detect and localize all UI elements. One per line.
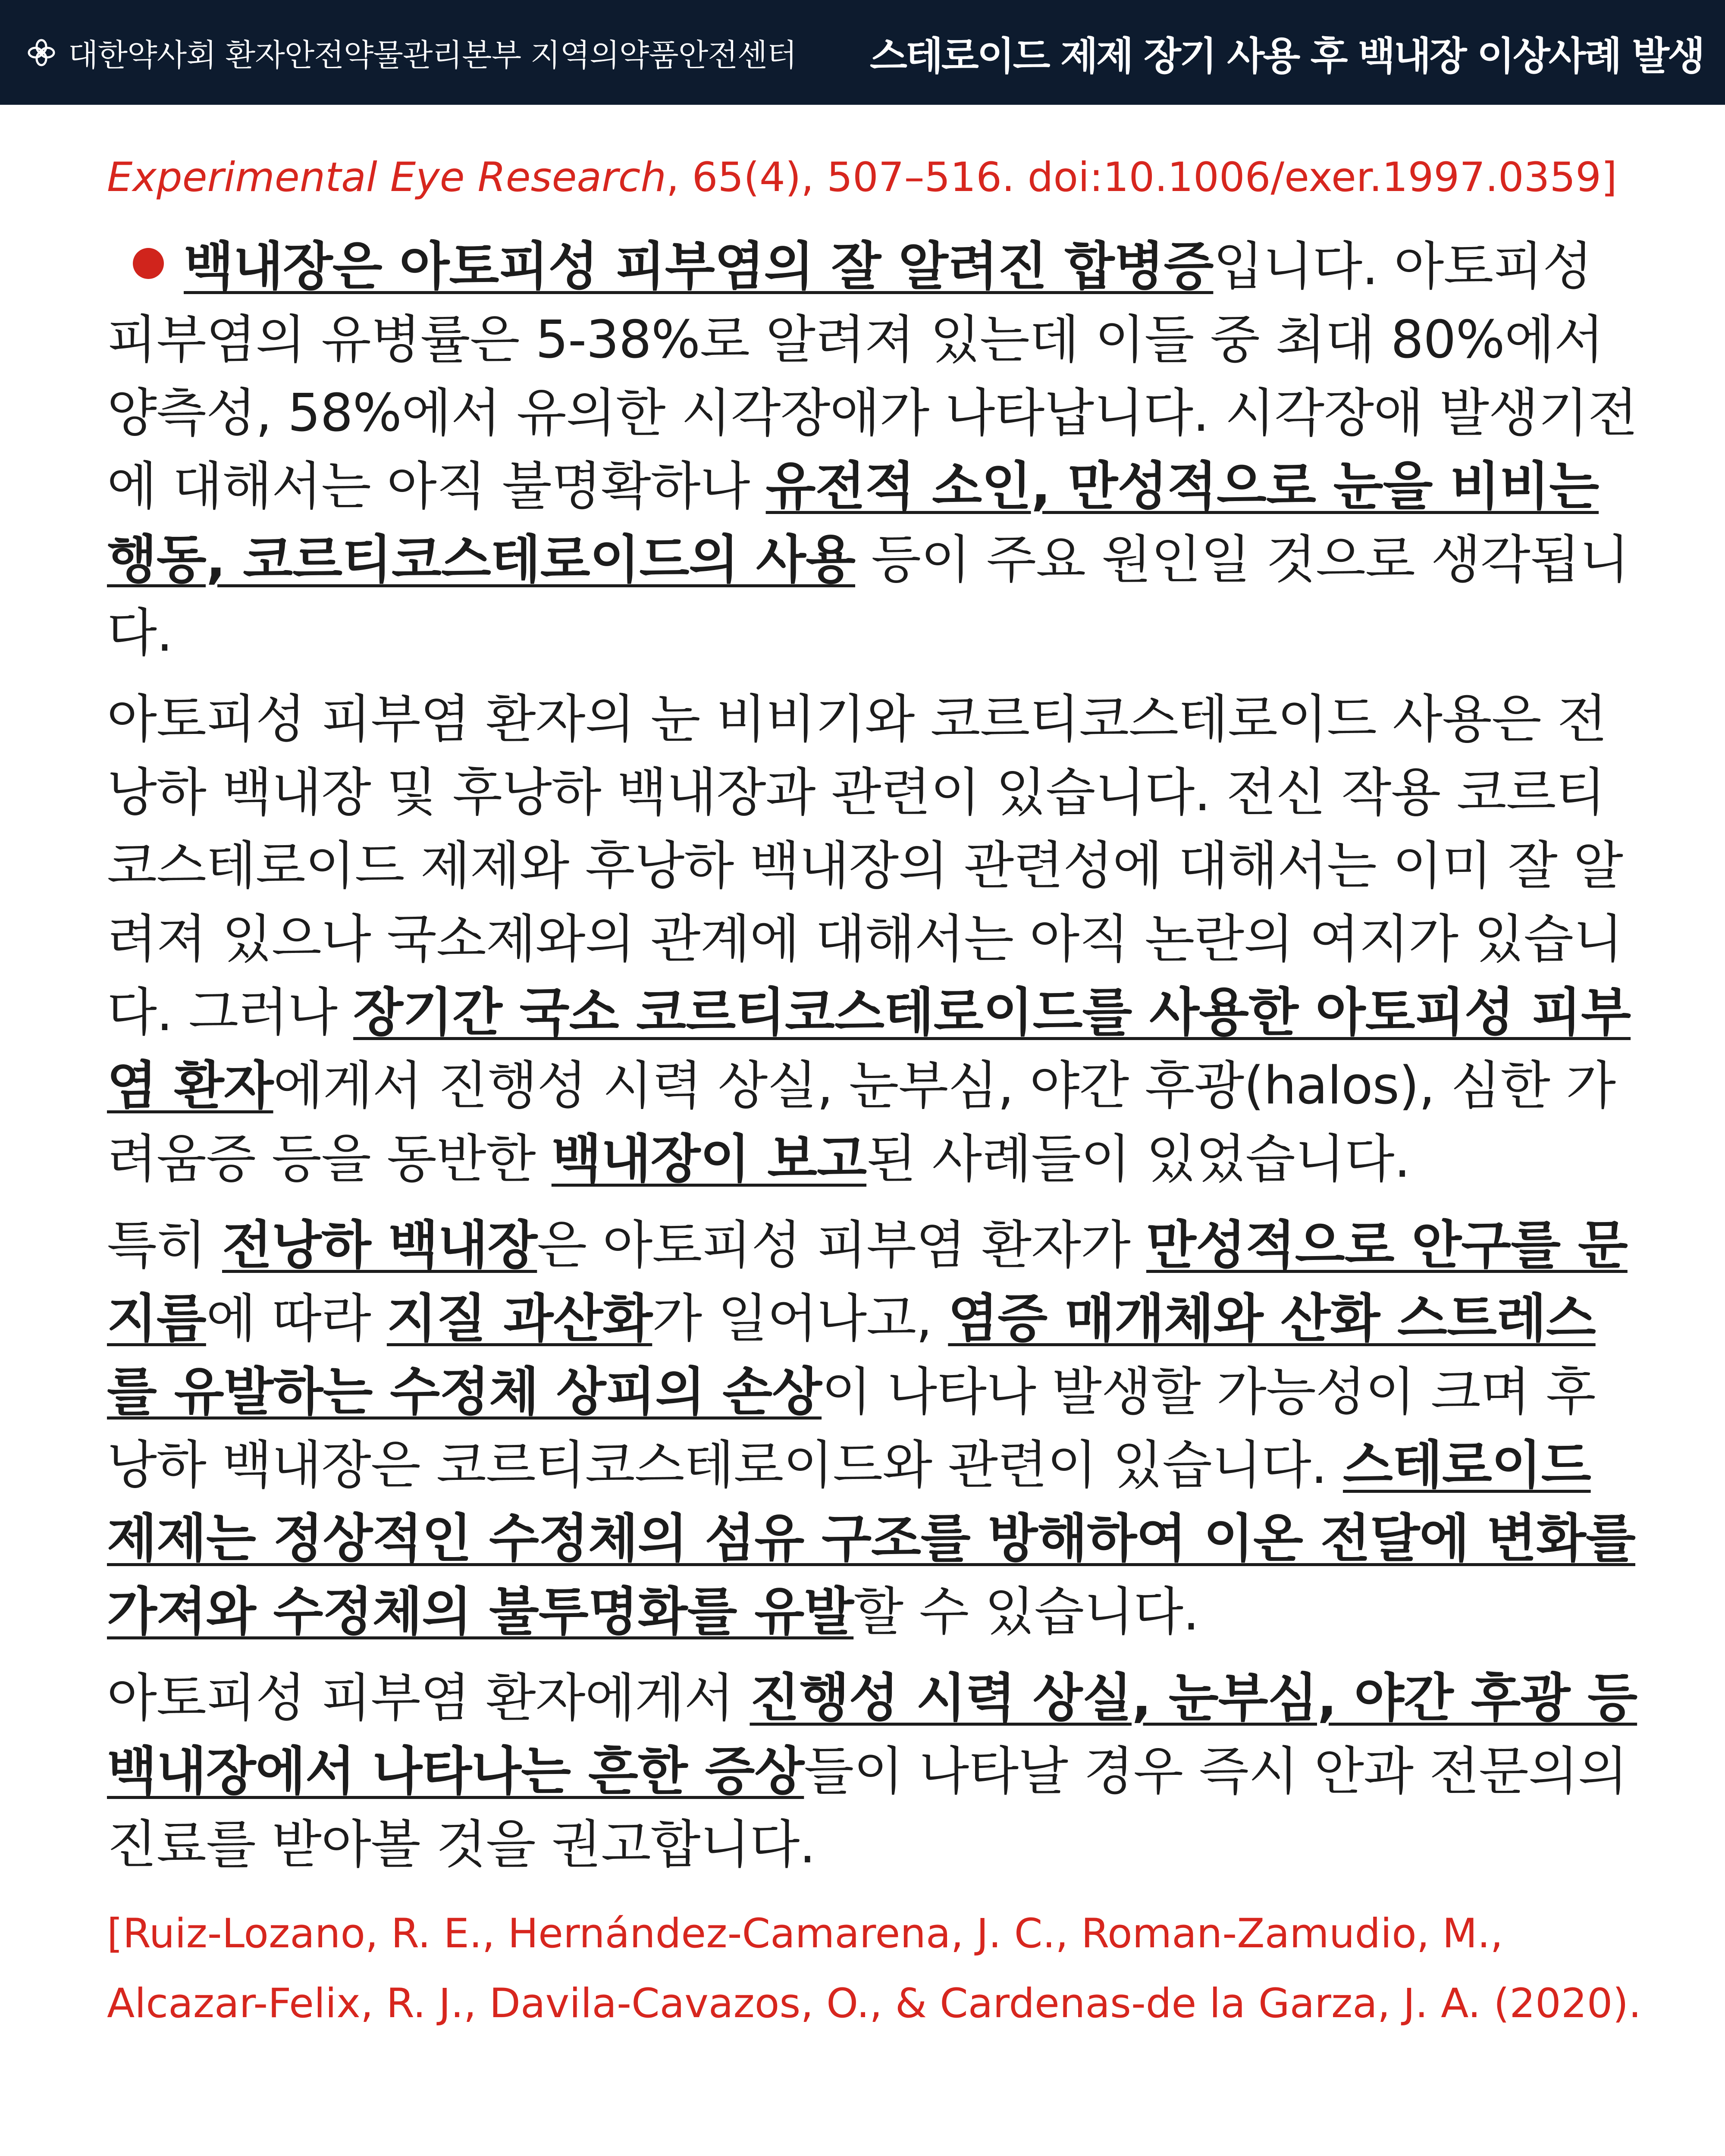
bullet-icon — [133, 248, 164, 279]
header-bar — [0, 0, 1725, 105]
body-text: 아토피성 피부염 환자에게서 — [107, 1668, 750, 1728]
body-text: 등이 주요 원인일 것으로 생각됩니다. — [107, 530, 1629, 663]
bottom-reference — [107, 1899, 1642, 2039]
highlight-text: 유전적 소인, 만성적으로 눈을 비비는 행동, 코르티코스테로이드의 사용 — [107, 457, 1599, 590]
paragraph-4 — [107, 1662, 1642, 1882]
article-body — [107, 142, 1642, 2039]
body-text: 이 나타나 발생할 가능성이 크며 후낭하 백내장은 코르티코스테로이드와 관련이 있습니다. — [107, 1362, 1596, 1495]
body-text: 가 일어나고, — [652, 1289, 948, 1349]
organization-name: 대한약사회 환자안전약물관리본부 지역의약품안전센터 — [68, 37, 797, 73]
reference-details: , 65(4), 507–516. doi:10.1006/exer.1997.0359] — [666, 154, 1617, 201]
highlight-text: 지질 과산화 — [386, 1289, 652, 1349]
body-text: 된 사례들이 있었습니다. — [866, 1129, 1410, 1189]
body-text: 은 아토피성 피부염 환자가 — [537, 1216, 1146, 1275]
body-text: 아토피성 피부염 환자의 눈 비비기와 코르티코스테로이드 사용은 전낭하 백내장 및 후낭하 백내장과 관련이 있습니다. 전신 작용 코르티코스테로이드 제제와 후낭하 백내장의 관련성에 대해서는 이미 잘 알려져 있으나 국소제와의 관계에 대해서는 아직 논란의 여지가 있습니다. 그러나 — [107, 689, 1623, 1043]
highlight-text: 스테로이드 제제는 정상적인 수정체의 섬유 구조를 방해하여 이온 전달에 변화를 가져와 수정체의 불투명화를 유발 — [107, 1435, 1635, 1642]
reference-line-2: Alcazar-Felix, R. J., Davila-Cavazos, O., & Cardenas-de la Garza, J. A. (2020). — [107, 1980, 1642, 2027]
top-reference — [107, 142, 1642, 213]
reference-journal: Experimental Eye Research — [107, 154, 666, 201]
document-title: 스테로이드 제제 장기 사용 후 백내장 이상사례 발생 — [869, 33, 1703, 79]
highlight-text: 장기간 국소 코르티코스테로이드를 사용한 아토피성 피부염 환자 — [107, 983, 1631, 1116]
paragraph-1 — [107, 230, 1642, 670]
body-text: 들이 나타날 경우 즉시 안과 전문의의 진료를 받아볼 것을 권고합니다. — [107, 1742, 1628, 1875]
paragraph-3 — [107, 1209, 1642, 1649]
organization-block — [26, 30, 797, 75]
body-text: 할 수 있습니다. — [853, 1582, 1199, 1642]
highlight-text: 염증 매개체와 산화 스트레스를 유발하는 수정체 상피의 손상 — [107, 1289, 1596, 1422]
body-text: 특히 — [107, 1216, 222, 1275]
highlight-text: 전낭하 백내장 — [222, 1216, 537, 1275]
paragraph-2 — [107, 683, 1642, 1196]
highlight-text: 백내장은 아토피성 피부염의 잘 알려진 합병증 — [184, 237, 1214, 297]
body-text: 에 따라 — [206, 1289, 387, 1349]
reference-line-1: [Ruiz-Lozano, R. E., Hernández-Camarena, J. C., Roman-Zamudio, M., — [107, 1910, 1503, 1957]
body-text: 에게서 진행성 시력 상실, 눈부심, 야간 후광(halos), 심한 가려움증 등을 동반한 — [107, 1056, 1616, 1189]
highlight-text: 백내장이 보고 — [551, 1129, 867, 1189]
kpa-flower-logo-icon — [26, 37, 57, 68]
highlight-text: 진행성 시력 상실, 눈부심, 야간 후광 등 백내장에서 나타나는 흔한 증상 — [107, 1668, 1637, 1802]
body-text: 입니다. 아토피성 피부염의 유병률은 5-38%로 알려져 있는데 이들 중 최대 80%에서 양측성, 58%에서 유의한 시각장애가 나타납니다. 시각장애 발생기전에 대해서는 아직 불명확하나 — [107, 237, 1637, 517]
highlight-text: 만성적으로 안구를 문지름 — [107, 1216, 1628, 1349]
